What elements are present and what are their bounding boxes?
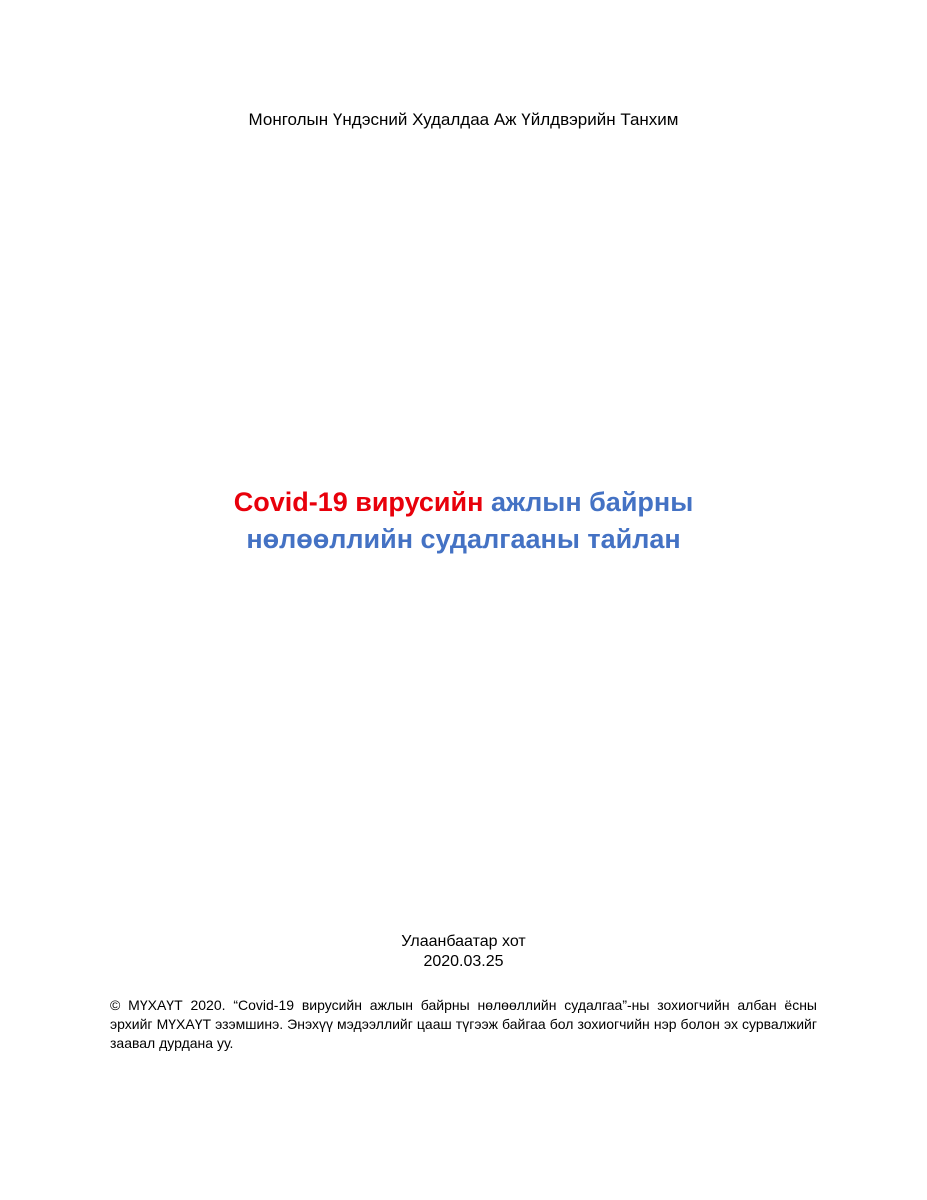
organization-header: Монголын Үндэсний Худалдаа Аж Үйлдвэрийн Танхим bbox=[248, 110, 679, 129]
place-date-block bbox=[0, 932, 927, 972]
place-text: Улаанбаатар хот bbox=[401, 933, 526, 950]
copyright-notice: © МҮХАҮТ 2020. “Covid-19 вирусийн ажлын байрны нөлөөллийн судалгаа”-ны зохиогчийн албан ёсны эрхийг МҮХАҮТ эзэмшинэ. Энэхүү мэдээллийг цааш түгээж байгаа бол зохиогчийн нэр болон эх сурвалжийг заавал дурдана уу. bbox=[110, 997, 817, 1051]
report-title bbox=[0, 484, 927, 558]
title-red-part: Covid-19 вирусийн bbox=[233, 487, 484, 517]
title-line-1 bbox=[0, 484, 927, 521]
date-text: 2020.03.25 bbox=[423, 953, 504, 970]
title-blue-part-1: ажлын байрны bbox=[490, 487, 694, 517]
title-blue-part-2: нөлөөллийн судалгааны тайлан bbox=[246, 524, 681, 554]
